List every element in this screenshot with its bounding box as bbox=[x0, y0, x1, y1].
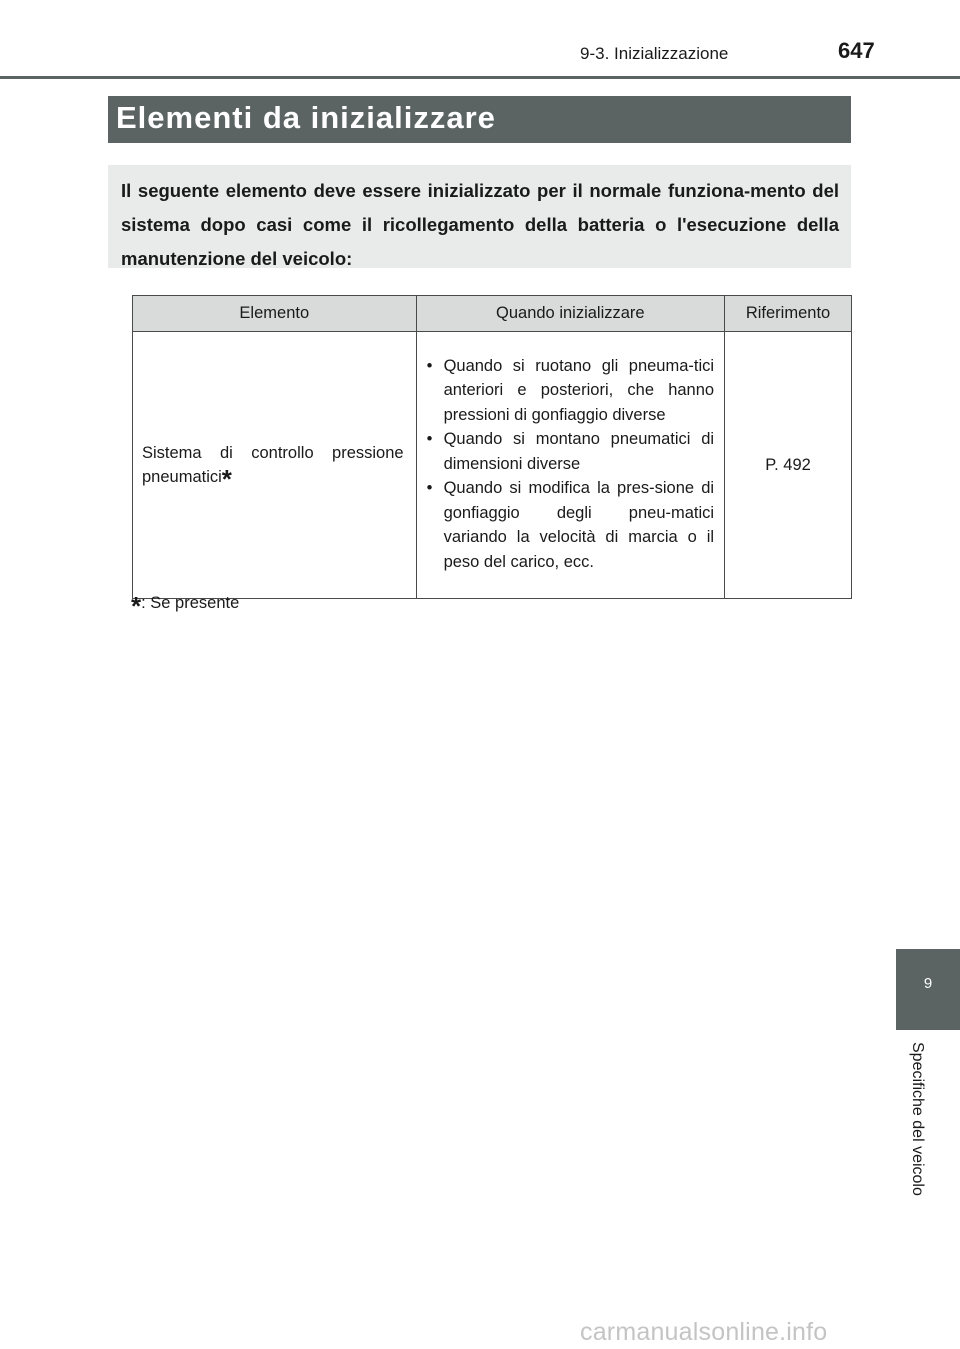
header-when: Quando inizializzare bbox=[416, 296, 725, 332]
header-element: Elemento bbox=[133, 296, 417, 332]
element-name: Sistema di controllo pressione pneumatici bbox=[142, 444, 404, 486]
when-text: Quando si modifica la pres-sione di gonfiaggio degli pneu-matici variando la velocità di marcia o il peso del carico, ecc. bbox=[443, 479, 715, 571]
chapter-number: 9 bbox=[923, 975, 933, 992]
chapter-tab[interactable] bbox=[896, 949, 960, 1030]
asterisk-mark: * bbox=[221, 464, 232, 494]
when-list bbox=[425, 354, 715, 575]
footnote-text: : Se presente bbox=[141, 594, 240, 612]
list-item bbox=[425, 354, 715, 428]
when-text: Quando si ruotano gli pneuma-tici anteriori e posteriori, che hanno pressioni di gonfiaggio diverse bbox=[443, 356, 715, 424]
intro-text: Il seguente elemento deve essere inizializzato per il normale funziona-mento del sistema dopo casi come il ricollegamento della batteria o l'esecuzione della manutenzione del veicolo: bbox=[121, 180, 839, 269]
initialization-table bbox=[132, 295, 852, 599]
watermark: carmanualsonline.info bbox=[580, 1318, 828, 1346]
page-number: 647 bbox=[838, 38, 875, 63]
reference-link[interactable]: P. 492 bbox=[765, 455, 811, 474]
footnote bbox=[131, 591, 240, 621]
bullet-icon: • bbox=[426, 479, 433, 498]
list-item bbox=[425, 427, 715, 476]
intro-box bbox=[108, 165, 851, 268]
bullet-icon: • bbox=[426, 430, 433, 449]
list-item bbox=[425, 476, 715, 574]
section-title: Elementi da inizializzare bbox=[116, 100, 496, 135]
cell-element bbox=[133, 332, 417, 599]
table-header-row bbox=[133, 296, 852, 332]
cell-reference bbox=[725, 332, 852, 599]
section-title-bar bbox=[108, 96, 851, 143]
footnote-asterisk: * bbox=[131, 591, 142, 621]
bullet-icon: • bbox=[426, 356, 433, 375]
header-section-title: 9-3. Inizializzazione bbox=[580, 44, 729, 63]
chapter-label: Specifiche del veicolo bbox=[909, 1042, 926, 1196]
header-divider bbox=[0, 76, 960, 79]
table-row bbox=[133, 332, 852, 599]
when-text: Quando si montano pneumatici di dimensioni diverse bbox=[443, 430, 715, 473]
header-reference: Riferimento bbox=[725, 296, 852, 332]
cell-when bbox=[416, 332, 725, 599]
